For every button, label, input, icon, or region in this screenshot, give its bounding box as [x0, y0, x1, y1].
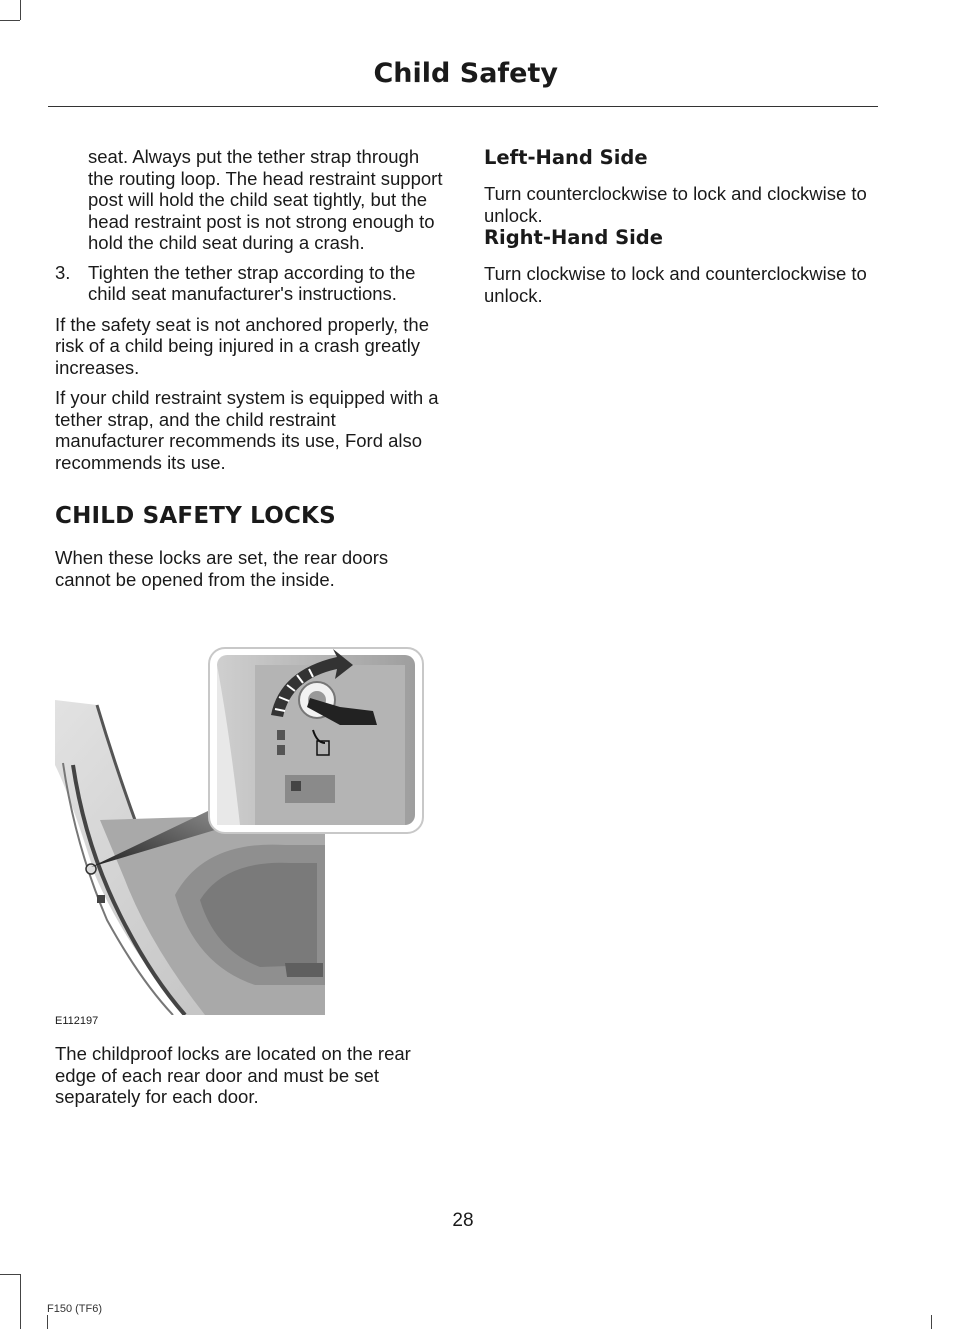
crop-mark — [20, 0, 21, 20]
figure-code: E112197 — [55, 1015, 99, 1027]
list-item — [55, 262, 447, 305]
crop-mark — [931, 1315, 932, 1329]
child-lock-illustration — [55, 645, 427, 1030]
after-figure-text-block — [55, 1043, 447, 1108]
steps-list — [55, 262, 447, 305]
right-hand-instructions: Turn clockwise to lock and counterclockwise to unlock. — [484, 263, 867, 306]
document-code: F150 (TF6) — [47, 1303, 103, 1315]
paragraph: The childproof locks are located on the rear edge of each rear door and must be set separately for each door. — [55, 1043, 411, 1107]
crop-mark — [0, 20, 20, 21]
subheading-right-hand-side: Right-Hand Side — [484, 226, 663, 249]
section-heading: CHILD SAFETY LOCKS — [55, 503, 336, 529]
subheading-left-hand-side: Left-Hand Side — [484, 146, 648, 169]
right-column — [484, 146, 884, 306]
crop-mark — [0, 1274, 20, 1275]
paragraph: If the safety seat is not anchored properly, the risk of a child being injured in a crash greatly increases. — [55, 313, 429, 378]
left-column — [55, 146, 447, 590]
page-title: Child Safety — [373, 58, 558, 89]
crop-mark — [47, 1315, 48, 1329]
paragraph: If your child restraint system is equipped with a tether strap, and the child restraint manufacturer recommends its use, Ford also recommends its use. — [55, 387, 439, 473]
left-hand-instructions: Turn counterclockwise to lock and clockwise to unlock. — [484, 183, 867, 226]
title-rule — [48, 106, 878, 107]
section-intro: When these locks are set, the rear doors cannot be opened from the inside. — [55, 547, 389, 590]
crop-mark — [20, 1274, 21, 1329]
step-text: Tighten the tether strap according to the child seat manufacturer's instructions. — [88, 261, 416, 304]
continued-step-text: seat. Always put the tether strap through the routing loop. The head restraint support post will hold the child seat tightly, but the head restraint post is not strong enough to hold the child seat during a crash. — [88, 146, 443, 253]
step-number: 3. — [55, 261, 71, 283]
page-number: 28 — [452, 1210, 474, 1231]
door-illustration — [55, 645, 427, 1015]
